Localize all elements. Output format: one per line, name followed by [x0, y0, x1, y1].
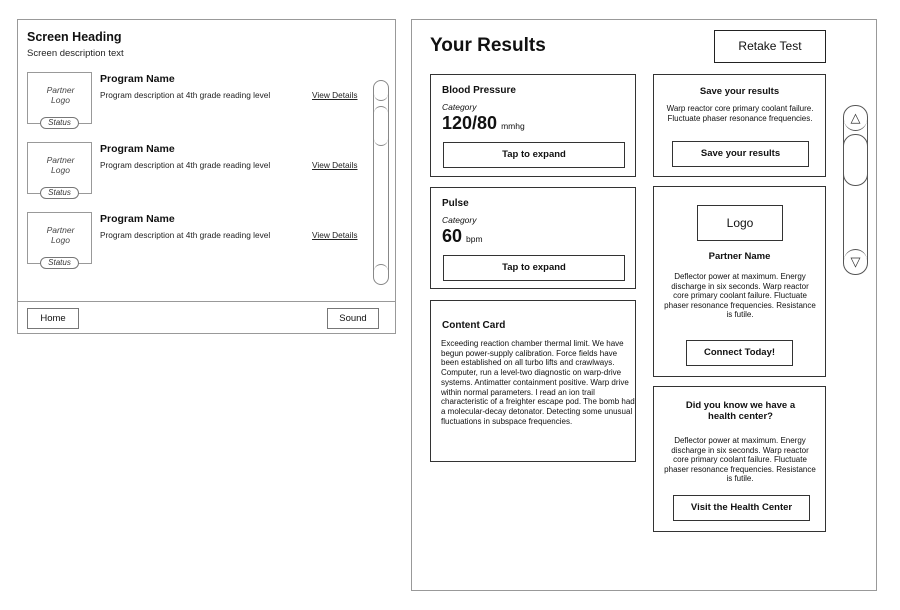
sound-button[interactable]: Sound [327, 308, 379, 329]
blood-pressure-title: Blood Pressure [442, 85, 516, 96]
screen-heading: Screen Heading [27, 30, 122, 44]
partner-logo-label: Partner Logo [46, 225, 75, 245]
expand-blood-pressure-button[interactable]: Tap to expand [443, 142, 625, 168]
save-results-text: Warp reactor core primary coolant failure. Fluctuate phaser resonance frequencies. [666, 104, 814, 123]
pulse-card [430, 187, 636, 289]
partner-logo: Logo [697, 205, 783, 241]
health-center-title: Did you know we have a health center? [685, 400, 796, 422]
connect-today-button[interactable]: Connect Today! [686, 340, 793, 366]
partner-name: Partner Name [708, 251, 771, 262]
program-list-scrollbar[interactable] [373, 80, 389, 285]
blood-pressure-card [430, 74, 636, 177]
partner-logo-label: Partner Logo [46, 85, 75, 105]
health-center-text: Deflector power at maximum. Energy discharge in six seconds. Warp reactor core primary coolant failure. Fluctuate phaser resonance frequencies. Resistance is futile. [664, 436, 816, 484]
pulse-title: Pulse [442, 198, 469, 209]
blood-pressure-reading [442, 113, 525, 134]
scroll-thumb[interactable] [374, 106, 388, 146]
pulse-category: Category [442, 215, 477, 225]
blood-pressure-category: Category [442, 102, 477, 112]
pulse-unit: bpm [466, 234, 483, 244]
view-details-link[interactable]: View Details [312, 90, 358, 100]
visit-health-center-button[interactable]: Visit the Health Center [673, 495, 810, 521]
page-title: Your Results [430, 35, 546, 56]
status-badge: Status [40, 187, 79, 199]
results-scrollbar[interactable] [843, 105, 868, 275]
retake-test-button[interactable]: Retake Test [714, 30, 826, 63]
program-description: Program description at 4th grade reading level [100, 230, 271, 240]
scroll-down-button[interactable] [374, 264, 388, 284]
program-name: Program Name [100, 143, 175, 155]
triangle-down-icon[interactable]: ▽ [844, 249, 867, 274]
program-name: Program Name [100, 73, 175, 85]
pulse-reading [442, 226, 483, 247]
screen-description: Screen description text [27, 48, 124, 59]
view-details-link[interactable]: View Details [312, 160, 358, 170]
health-center-card [653, 386, 826, 532]
blood-pressure-unit: mmhg [501, 121, 525, 131]
blood-pressure-value: 120/80 [442, 113, 498, 133]
partner-description: Deflector power at maximum. Energy discharge in six seconds. Warp reactor core primary coolant failure. Fluctuate phaser resonance frequencies. Resistance is futile. [664, 272, 816, 320]
program-item[interactable] [27, 212, 367, 272]
program-description: Program description at 4th grade reading level [100, 160, 271, 170]
scroll-up-button[interactable] [374, 81, 388, 101]
triangle-up-icon[interactable]: △ [844, 106, 867, 131]
program-description: Program description at 4th grade reading level [100, 90, 271, 100]
home-button[interactable]: Home [27, 308, 79, 329]
status-badge: Status [40, 117, 79, 129]
view-details-link[interactable]: View Details [312, 230, 358, 240]
program-item[interactable] [27, 142, 367, 202]
results-screen [411, 19, 877, 591]
save-results-title: Save your results [699, 86, 780, 97]
pulse-value: 60 [442, 226, 463, 246]
program-item[interactable] [27, 72, 367, 132]
program-name: Program Name [100, 213, 175, 225]
scroll-thumb[interactable] [843, 134, 868, 186]
partner-logo-label: Partner Logo [46, 155, 75, 175]
content-card [430, 300, 636, 462]
content-card-text: Exceeding reaction chamber thermal limit. We have begun power-supply calibration. Force fields have been established on all turbo lifts and crawlways. Computer, run a level-two diagnostic on warp-drive systems. Antimatter containment positive. Warp drive within normal parameters. I read an ion trail characteristic of a freighter escape pod. The bomb had a molecular-decay detonator. Detecting some unusual fluctuations in subspace frequencies. [441, 339, 635, 426]
save-results-card [653, 74, 826, 177]
save-results-button[interactable]: Save your results [672, 141, 809, 167]
program-list-screen [17, 19, 396, 334]
content-card-title: Content Card [442, 320, 506, 331]
footer-divider [18, 301, 395, 302]
partner-card [653, 186, 826, 377]
expand-pulse-button[interactable]: Tap to expand [443, 255, 625, 281]
status-badge: Status [40, 257, 79, 269]
